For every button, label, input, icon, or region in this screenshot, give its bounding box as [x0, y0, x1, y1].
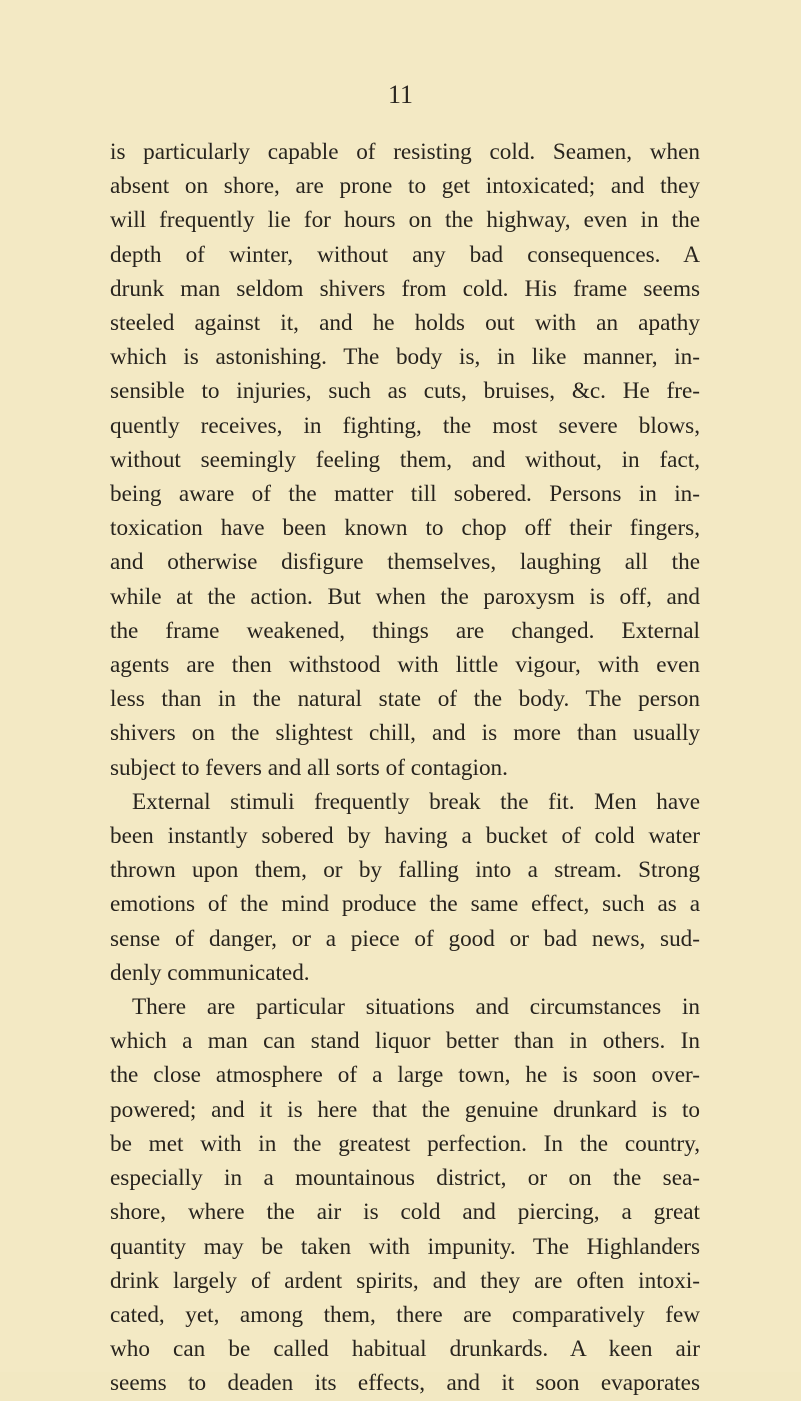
text-line: quantity may be taken with impunity. The Highlanders — [110, 1233, 700, 1260]
text-line: which is astonishing. The body is, in like manner, in- — [110, 344, 700, 371]
text-line: agents are then withstood with little vigour, with even — [110, 652, 700, 679]
text-line: which a man can stand liquor better than in others. In — [110, 1028, 700, 1055]
text-line: thrown upon them, or by falling into a stream. Strong — [110, 857, 700, 884]
text-line: sense of danger, or a piece of good or bad news, sud- — [110, 925, 700, 952]
text-line: denly communicated. — [110, 959, 310, 986]
text-line: There are particular situations and circumstances in — [132, 994, 700, 1021]
text-line: being aware of the matter till sobered. Persons in in- — [110, 481, 700, 508]
text-line: emotions of the mind produce the same effect, such as a — [110, 891, 700, 918]
text-line: cated, yet, among them, there are comparatively few — [110, 1301, 700, 1328]
text-line: without seemingly feeling them, and without, in fact, — [110, 446, 700, 473]
text-line: drink largely of ardent spirits, and they are often intoxi- — [110, 1267, 700, 1294]
text-line: while at the action. But when the paroxysm is off, and — [110, 583, 700, 610]
text-line: and otherwise disfigure themselves, laughing all the — [110, 549, 700, 576]
text-line: shore, where the air is cold and piercing, a great — [110, 1199, 700, 1226]
text-line: drunk man seldom shivers from cold. His frame seems — [110, 275, 700, 302]
text-line: seems to deaden its effects, and it soon evaporates — [110, 1370, 700, 1397]
page-number: 11 — [387, 80, 414, 109]
text-line: the close atmosphere of a large town, he is soon over- — [110, 1062, 700, 1089]
text-line: especially in a mountainous district, or on the sea- — [110, 1165, 700, 1192]
text-line: will frequently lie for hours on the highway, even in the — [110, 207, 700, 234]
text-line: who can be called habitual drunkards. A keen air — [110, 1336, 700, 1363]
text-line: powered; and it is here that the genuine drunkard is to — [110, 1096, 700, 1123]
text-line: less than in the natural state of the body. The person — [110, 686, 700, 713]
text-line: External stimuli frequently break the fit. Men have — [132, 788, 700, 815]
text-line: be met with in the greatest perfection. In the country, — [110, 1130, 700, 1157]
text-line: absent on shore, are prone to get intoxicated; and they — [110, 173, 700, 200]
body-text — [110, 135, 700, 1401]
text-line: subject to fevers and all sorts of contagion. — [110, 754, 508, 781]
text-line: the frame weakened, things are changed. External — [110, 617, 700, 644]
text-line: quently receives, in fighting, the most severe blows, — [110, 412, 700, 439]
text-line: sensible to injuries, such as cuts, bruises, &c. He fre- — [110, 378, 700, 405]
text-line: toxication have been known to chop off their fingers, — [110, 515, 700, 542]
text-line: shivers on the slightest chill, and is more than usually — [110, 720, 700, 747]
text-line: depth of winter, without any bad consequences. A — [110, 241, 700, 268]
text-line: been instantly sobered by having a bucket of cold water — [110, 823, 700, 850]
text-line: is particularly capable of resisting cold. Seamen, when — [110, 139, 700, 165]
text-line: steeled against it, and he holds out with an apathy — [110, 310, 700, 337]
